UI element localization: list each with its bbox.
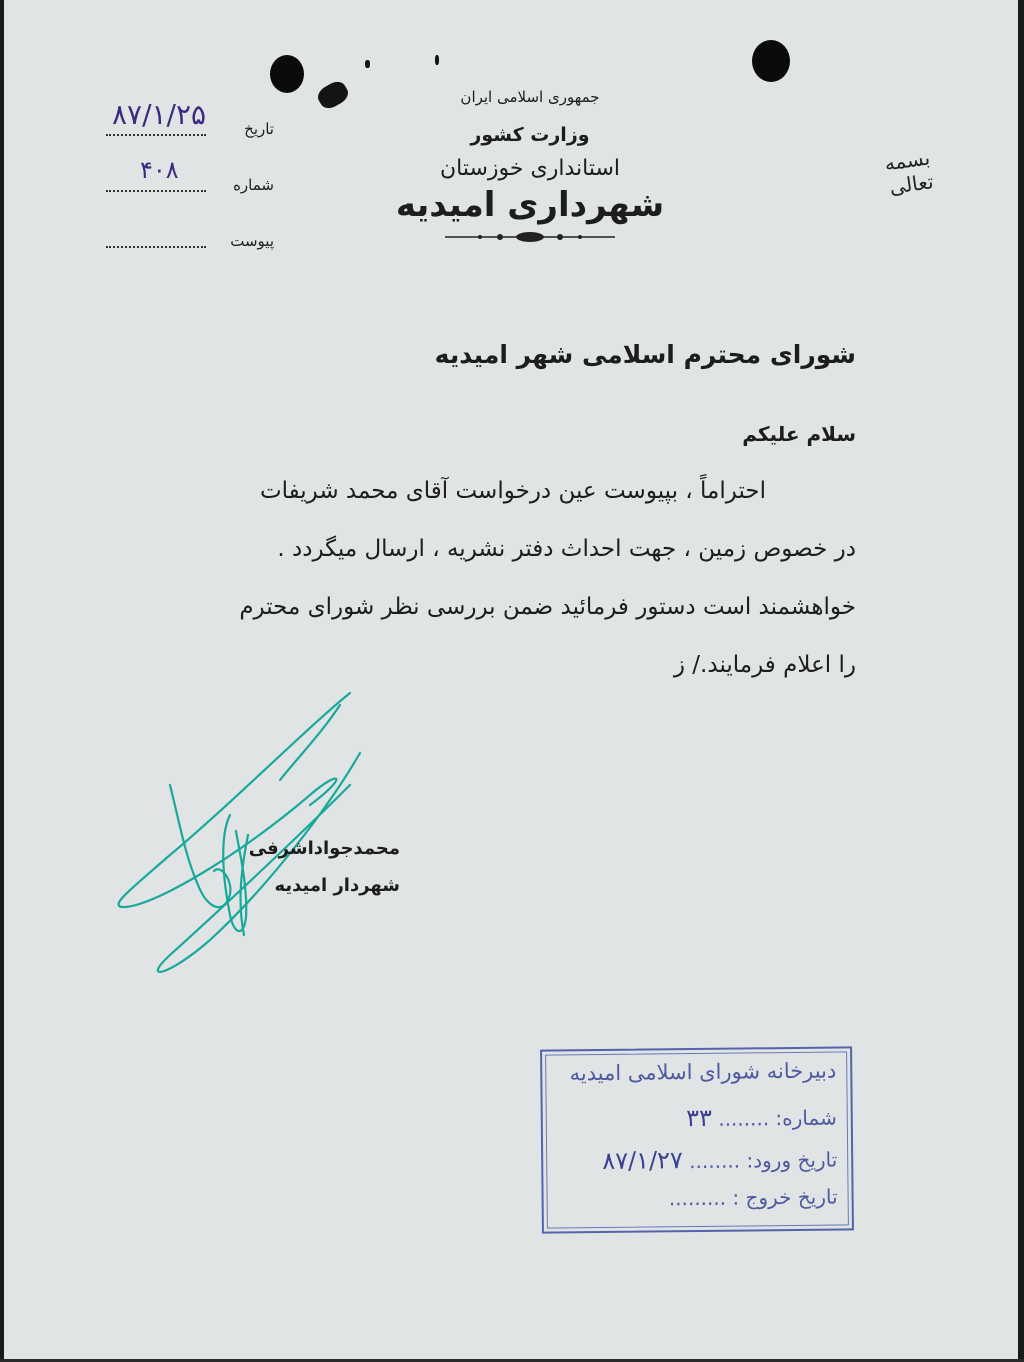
- signer-name: محمدجواداشرفی: [248, 838, 400, 859]
- signer-block: [240, 838, 400, 896]
- stamp-number-row: [686, 1103, 837, 1133]
- scan-edge-right: [1018, 0, 1024, 1362]
- meta-attachment-row: [100, 220, 290, 276]
- body-line: خواهشمند است دستور فرمائید ضمن بررسی نظر شورای محترم: [239, 594, 856, 620]
- meta-date-row: [100, 98, 290, 164]
- letterhead-country: جمهوری اسلامی ایران: [460, 88, 600, 106]
- ornament-divider-icon: [380, 229, 680, 248]
- meta-attachment-label: پیوست: [230, 232, 274, 250]
- greeting-line: سلام علیکم: [742, 422, 856, 446]
- signer-title: شهردار امیدیه: [274, 875, 400, 896]
- stamp-title: دبیرخانه شورای اسلامی امیدیه: [569, 1058, 837, 1086]
- meta-number-row: [100, 156, 290, 220]
- stamp-exit-label: تاریخ خروج : .........: [668, 1184, 838, 1211]
- letterhead-municipality: شهرداری امیدیه: [395, 185, 665, 225]
- scan-edge-left: [0, 0, 4, 1362]
- letter-body: [168, 462, 856, 694]
- dotted-line: [106, 190, 206, 192]
- scan-smudge: [315, 78, 352, 112]
- meta-date-value: ۸۷/۱/۲۵: [112, 98, 207, 131]
- signature-scribble: [110, 685, 410, 985]
- meta-date-label: تاریخ: [244, 120, 274, 138]
- punch-hole-left: [270, 55, 304, 93]
- stamp-number-label: شماره: ........: [718, 1105, 837, 1131]
- dotted-line: [106, 246, 206, 248]
- stamp-exit-row: [669, 1185, 838, 1211]
- punch-hole-right: [752, 40, 790, 82]
- scan-speck: [365, 60, 370, 68]
- secretariat-stamp: [540, 1046, 854, 1233]
- stamp-entry-value: ۸۷/۱/۲۷: [602, 1146, 683, 1175]
- recipient-line: شورای محترم اسلامی شهر امیدیه: [434, 340, 856, 369]
- scan-speck: [435, 55, 439, 65]
- dotted-line: [106, 134, 206, 136]
- body-line: احتراماً ، بپیوست عین درخواست آقای محمد شریفات: [259, 478, 766, 504]
- letterhead: [380, 88, 680, 248]
- letterhead-ministry: وزارت کشور: [470, 124, 590, 146]
- stamp-entry-label: تاریخ ورود: ........: [689, 1147, 838, 1174]
- meta-number-label: شماره: [233, 176, 274, 194]
- letter-meta: [100, 98, 290, 276]
- stamp-entry-row: [602, 1145, 837, 1175]
- bismillah-calligraphy: بسمه تعالی: [882, 145, 935, 200]
- body-line: در خصوص زمین ، جهت احداث دفتر نشریه ، ارسال میگردد .: [277, 536, 856, 562]
- letterhead-province: استانداری خوزستان: [439, 156, 621, 181]
- body-line: را اعلام فرمایند./ ز: [673, 652, 856, 678]
- stamp-number-value: ۳۳: [685, 1103, 713, 1133]
- meta-number-value: ۴۰۸: [140, 156, 179, 184]
